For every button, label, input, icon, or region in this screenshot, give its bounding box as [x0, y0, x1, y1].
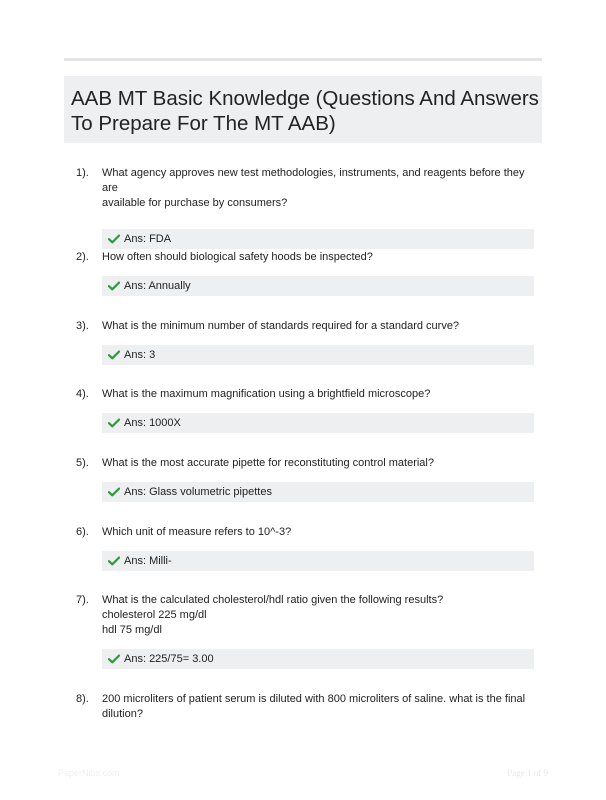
answer-text: Ans: Glass volumetric pipettes	[124, 486, 272, 498]
checkmark-icon	[108, 350, 120, 360]
page-indicator: Page 1 of 9	[507, 768, 548, 778]
checkmark-icon	[108, 487, 120, 497]
document-title: AAB MT Basic Knowledge (Questions And Answers To Prepare For The MT AAB)	[71, 87, 539, 135]
checkmark-icon	[108, 556, 120, 566]
checkmark-icon	[108, 234, 120, 244]
question-item	[64, 319, 542, 365]
question-item	[64, 525, 542, 571]
answer-text: Ans: 1000X	[124, 417, 181, 429]
question-item	[64, 456, 542, 502]
question-text: 200 microliters of patient serum is diluted with 800 microliters of saline. what is the final dilution?	[102, 693, 526, 720]
question-number: 3).	[76, 320, 89, 332]
title-banner	[64, 76, 542, 143]
question-text: What is the minimum number of standards required for a standard curve?	[102, 320, 460, 332]
question-text: What agency approves new test methodologies, instruments, and reagents before they are available for purchase by consumers?	[102, 167, 525, 209]
checkmark-icon	[108, 281, 120, 291]
answer-box	[102, 276, 534, 296]
answer-text: Ans: 225/75= 3.00	[124, 653, 214, 665]
answer-text: Ans: Milli-	[124, 555, 172, 567]
answer-box	[102, 413, 534, 433]
question-number: 4).	[76, 388, 89, 400]
question-item	[64, 593, 542, 669]
question-number: 7).	[76, 594, 89, 606]
checkmark-icon	[108, 418, 120, 428]
question-item	[64, 166, 542, 249]
question-number: 5).	[76, 457, 89, 469]
answer-box	[102, 345, 534, 365]
question-text: What is the calculated cholesterol/hdl ratio given the following results? cholesterol 225 mg/dl hdl 75 mg/dl	[102, 594, 444, 636]
question-item	[64, 250, 542, 296]
question-text: How often should biological safety hoods be inspected?	[102, 251, 373, 263]
answer-box	[102, 649, 534, 669]
footer-watermark: PaperNibs.com	[58, 768, 120, 778]
question-item	[64, 692, 542, 722]
question-text: Which unit of measure refers to 10^-3?	[102, 526, 292, 538]
question-number: 1).	[76, 167, 89, 179]
answer-box	[102, 551, 534, 571]
answer-text: Ans: Annually	[124, 280, 191, 292]
question-text: What is the maximum magnification using a brightfield microscope?	[102, 388, 431, 400]
answer-box	[102, 229, 534, 249]
question-number: 2).	[76, 251, 89, 263]
top-divider	[64, 58, 542, 61]
answer-text: Ans: 3	[124, 349, 156, 361]
answer-text: Ans: FDA	[124, 233, 172, 245]
answer-box	[102, 482, 534, 502]
question-number: 8).	[76, 693, 89, 705]
question-text: What is the most accurate pipette for reconstituting control material?	[102, 457, 434, 469]
question-number: 6).	[76, 526, 89, 538]
checkmark-icon	[108, 654, 120, 664]
question-item	[64, 387, 542, 433]
